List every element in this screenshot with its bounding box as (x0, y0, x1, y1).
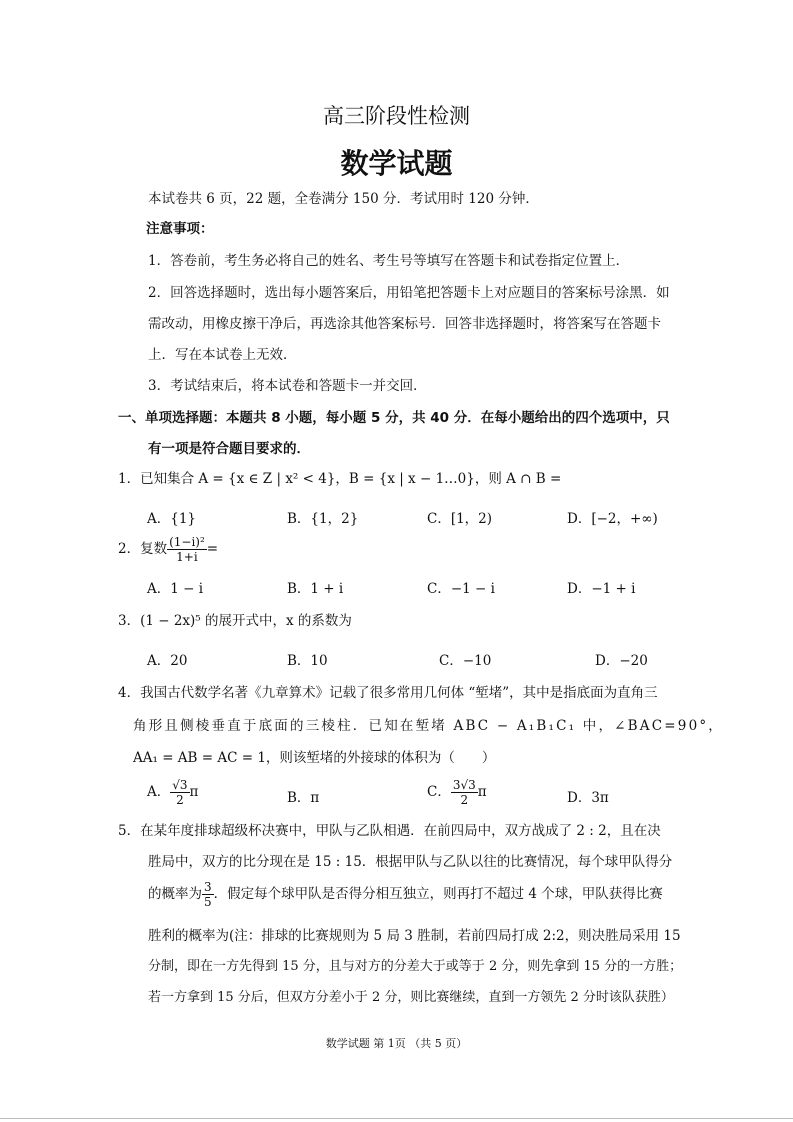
q2-eq: = (206, 541, 219, 557)
q2-den: 1+i (176, 550, 198, 564)
q4-option-d: D．3π (567, 790, 609, 806)
q4-stem-2: 角形且侧棱垂直于底面的三棱柱．已知在堑堵 ABC − A₁B₁C₁ 中，∠BAC=90°， (133, 718, 725, 734)
q2-option-b: B．1 + i (287, 581, 344, 597)
q3-option-c: C．−10 (439, 653, 492, 669)
q5-num: 3 (204, 880, 212, 894)
q4-option-a (147, 778, 198, 807)
page-footer: 数学试题 第 1页 （共 5 页） (325, 1037, 468, 1050)
notice-1: 1．答卷前，考生务必将自己的姓名、考生号等填写在答题卡和试卷指定位置上． (148, 253, 630, 269)
q3-option-d: D．−20 (595, 653, 648, 669)
q2-num: (1−i)² (169, 535, 205, 549)
q4-stem-3: AA₁ = AB = AC = 1，则该堑堵的外接球的体积为（ ） (133, 750, 496, 766)
q2-fraction (167, 535, 207, 564)
q5-stem-5: 分制，即在一方先得到 15 分，且与对方的分差大于或等于 2 分，则先拿到 15 分的一方胜； (148, 959, 683, 974)
q5-stem-3 (148, 880, 663, 909)
q5-den: 5 (204, 895, 212, 909)
notice-2-cont2: 上．写在本试卷上无效． (148, 347, 297, 363)
notice-3: 3．考试结束后，将本试卷和答题卡一并交回． (148, 378, 427, 394)
q4-c-den: 2 (460, 793, 469, 807)
q4-a-label: A． (147, 784, 171, 800)
q5-stem-2: 胜局中，双方的比分现在是 15 : 15．根据甲队与乙队以往的比赛情况，每个球甲队得分 (148, 854, 673, 870)
q5-stem-4: 胜利的概率为(注：排球的比赛规则为 5 局 3 胜制，若前四局打成 2:2，则决胜局采用 15 (148, 928, 681, 944)
q4-a-den: 2 (176, 793, 184, 807)
q2-stem (118, 535, 218, 564)
q2-option-d: D．−1 + i (567, 581, 636, 597)
page-bottom-border (0, 1118, 793, 1119)
intro: 本试卷共 6 页，22 题，全卷满分 150 分．考试用时 120 分钟． (148, 191, 539, 207)
q3-stem: 3．(1 − 2x)⁵ 的展开式中，x 的系数为 (118, 613, 352, 629)
section-heading: 一、单项选择题：本题共 8 小题，每小题 5 分，共 40 分．在每小题给出的四个选项中，只 (118, 410, 670, 426)
q4-c-num: 3√3 (452, 778, 476, 792)
exam-title: 数学试题 (340, 147, 453, 180)
q4-c-frac (451, 778, 478, 807)
q1-option-c: C．[1，2) (427, 511, 493, 527)
q5-fraction (202, 880, 214, 909)
q3-option-a: A．20 (147, 653, 188, 669)
q5-stem-1: 5．在某年度排球超级杯决赛中，甲队与乙队相遇．在前四局中，双方战成了 2 : 2，且在决 (118, 823, 661, 839)
q4-stem-1: 4．我国古代数学名著《九章算术》记载了很多常用几何体 “堑堵”，其中是指底面为直角三 (118, 685, 658, 701)
q4-a-num: √3 (172, 778, 188, 792)
section-heading-cont: 有一项是符合题目要求的． (148, 441, 310, 457)
q4-c-tail: π (477, 784, 487, 800)
q4-option-c (427, 778, 487, 807)
q2-option-c: C．−1 − i (427, 581, 495, 597)
q5-prob-post: ．假定每个球甲队是否得分相互独立，则再打不超过 4 个球，甲队获得比赛 (213, 886, 663, 902)
q3-option-b: B．10 (287, 653, 328, 669)
q2-option-a: A．1 − i (147, 581, 204, 597)
q1-option-a: A．{1} (147, 511, 197, 527)
q4-a-frac (170, 778, 189, 807)
q1-option-d: D．[−2，+∞) (567, 511, 658, 527)
q5-stem-6: 若一方拿到 15 分后，但双方分差小于 2 分，则比赛继续，直到一方领先 2 分时该队获胜） (148, 990, 674, 1005)
q4-a-tail: π (189, 784, 199, 800)
q2-label: 2．复数 (118, 541, 168, 557)
q4-option-b: B．π (287, 790, 320, 806)
notice-2: 2．回答选择题时，选出每小题答案后，用铅笔把答题卡上对应题目的答案标号涂黑．如 (148, 285, 670, 301)
q1-stem: 1．已知集合 A = {x ∈ Z | x² < 4}，B = {x | x − 1…0}，则 A ∩ B = (118, 471, 562, 487)
q1-option-b: B．{1，2} (287, 511, 359, 527)
notice-title: 注意事项： (146, 221, 214, 237)
notice-2-cont: 需改动，用橡皮擦干净后，再选涂其他答案标号．回答非选择题时，将答案写在答题卡 (148, 316, 661, 332)
q4-c-label: C． (427, 784, 451, 800)
q5-prob-pre: 的概率为 (148, 886, 202, 902)
exam-subtitle: 高三阶段性检测 (323, 104, 470, 128)
